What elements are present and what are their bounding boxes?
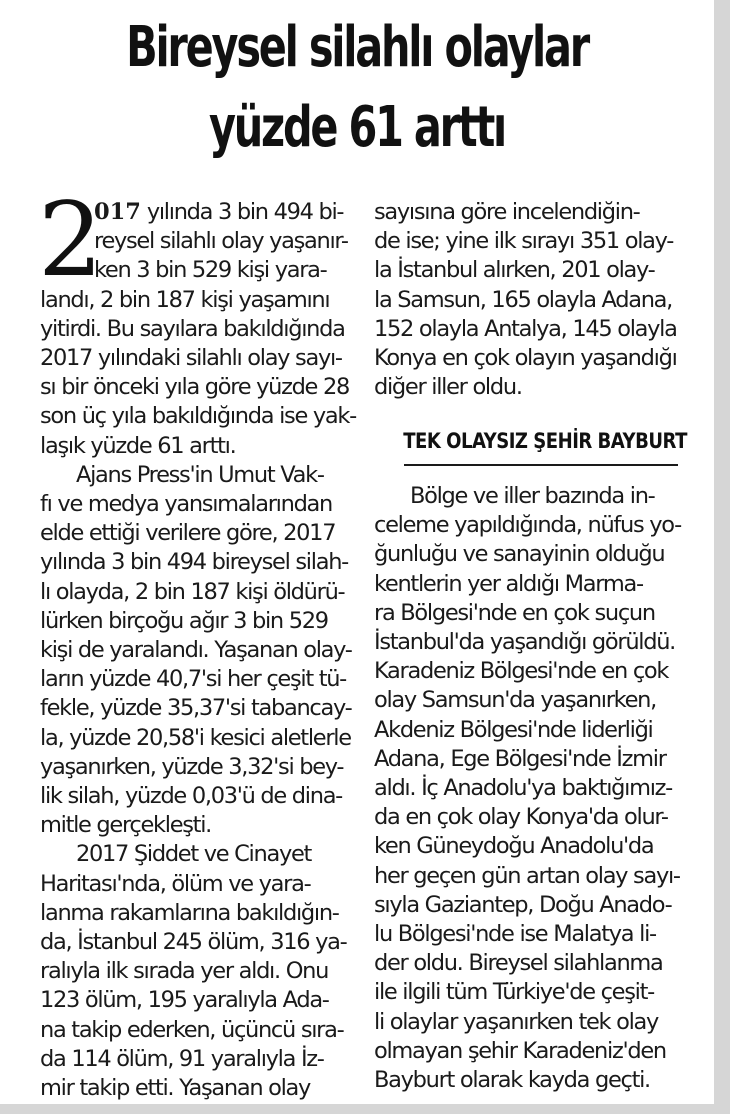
text-line: lik silah, yüzde 0,03'ü de dina- [40, 783, 342, 810]
text-line: der oldu. Bireysel silahlanma [374, 950, 663, 977]
text-line: da en çok olay Konya'da olur- [374, 804, 668, 831]
text-line: lu Bölgesi'nde ise Malatya li- [374, 921, 656, 948]
text-line: ken Güneydoğu Anadolu'da [374, 833, 654, 860]
text-line: mitle gerçekleşti. [40, 812, 212, 839]
text-line: aldı. İç Anadolu'ya baktığımız- [374, 775, 672, 802]
text-line: lanma rakamlarına bakıldığın- [40, 899, 339, 926]
text-line: 123 ölüm, 195 yaralıyla Ada- [40, 987, 329, 1014]
text-line: de ise; yine ilk sırayı 351 olay- [374, 228, 674, 255]
text-line: ğunluğu ve sanayinin olduğu [374, 541, 665, 568]
text-line: lürken birçoğu ağır 3 bin 529 [40, 607, 328, 634]
text-line: İstanbul'da yaşandığı görüldü. [374, 629, 676, 656]
text-line: la İstanbul alırken, 201 olay- [374, 257, 655, 284]
text-line: da, İstanbul 245 ölüm, 316 ya- [40, 929, 347, 956]
text-line: sayısına göre incelendiğin- [374, 199, 640, 225]
text-line: olay Samsun'da yaşanırken, [374, 687, 656, 714]
text-line: reysel silahlı olay yaşanır- [94, 228, 348, 255]
text-line: yitirdi. Bu sayılara bakıldığında [40, 315, 345, 342]
text-line: Bölge ve iller bazında in- [410, 483, 655, 509]
text-line: 152 olayla Antalya, 145 olayla [374, 315, 677, 342]
drop-cap: 2 [38, 181, 102, 300]
headline-line-1: Bireysel silahlı olaylar [126, 15, 588, 80]
text-line: Konya en çok olayın yaşandığı [374, 345, 677, 372]
subheading-divider [404, 464, 678, 466]
text-line: fekle, yüzde 35,37'si tabancay- [40, 695, 352, 722]
article-column-right-top [374, 198, 680, 402]
lead-text: yılında 3 bin 494 bi- [140, 199, 344, 225]
text-line: Haritası'nda, ölüm ve yara- [40, 870, 311, 897]
text-line: li olaylar yaşanırken tek olay [374, 1008, 659, 1035]
article-column-right-bottom [374, 482, 680, 1095]
text-line: diğer iller oldu. [374, 374, 522, 401]
text-line: kişi de yaralandı. Yaşanan olay- [40, 637, 352, 664]
text-line: yılında 3 bin 494 bireysel silah- [40, 549, 348, 576]
subheading: TEK OLAYSIZ ŞEHİR BAYBURT [403, 429, 687, 453]
text-line: 2017 yılındaki silahlı olay sayı- [40, 345, 342, 372]
text-line: ların yüzde 40,7'si her çeşit tü- [40, 666, 346, 693]
article-column-left [38, 181, 368, 1103]
headline-line-2: yüzde 61 arttı [208, 95, 506, 160]
text-line: ken 3 bin 529 kişi yara- [94, 257, 327, 284]
text-line: la Samsun, 165 olayla Adana, [374, 286, 673, 313]
text-line: sı bir önceki yıla göre yüzde 28 [40, 374, 349, 401]
text-line: ra Bölgesi'nde en çok suçun [374, 599, 655, 626]
text-line: her geçen gün artan olay sayı- [374, 862, 680, 889]
text-line: Karadeniz Bölgesi'nde en çok [374, 658, 669, 685]
text-line: kentlerin yer aldığı Marma- [374, 570, 643, 597]
text-line: 2017 Şiddet ve Cinayet [76, 841, 312, 868]
text-line: son üç yıla bakıldığında ise yak- [40, 403, 356, 430]
text-line: Adana, Ege Bölgesi'nde İzmir [374, 745, 666, 772]
text-line: Akdeniz Bölgesi'nde liderliği [374, 716, 653, 743]
text-line: laşık yüzde 61 arttı. [40, 432, 236, 459]
text-line: mir takip etti. Yaşanan olay [40, 1075, 311, 1102]
text-line: fı ve medya yansımalarından [40, 491, 333, 518]
text-line: elde ettiği verilere göre, 2017 [40, 520, 336, 547]
text-line: yaşanırken, yüzde 3,32'si bey- [40, 753, 344, 780]
text-line: lı olayda, 2 bin 187 kişi öldürü- [40, 578, 345, 605]
text-line: landı, 2 bin 187 kişi yaşamını [40, 286, 330, 313]
text-line: Bayburt olarak kayda geçti. [374, 1067, 650, 1094]
text-line: ralıyla ilk sırada yer aldı. Onu [40, 958, 329, 985]
text-line: na takip ederken, üçüncü sıra- [40, 1016, 344, 1043]
text-line: da 114 ölüm, 91 yaralıyla İz- [40, 1045, 324, 1072]
text-line: celeme yapıldığında, nüfus yo- [374, 512, 682, 539]
headline [93, 8, 621, 168]
text-line: sıyla Gaziantep, Doğu Anado- [374, 891, 672, 918]
lead-bold-text: 017 [94, 199, 141, 225]
text-line: la, yüzde 20,58'i kesici aletlerle [40, 724, 351, 751]
text-line: olmayan şehir Karadeniz'den [374, 1037, 666, 1064]
text-line: Ajans Press'in Umut Vak- [76, 461, 324, 488]
text-line: ile ilgili tüm Türkiye'de çeşit- [374, 979, 654, 1006]
